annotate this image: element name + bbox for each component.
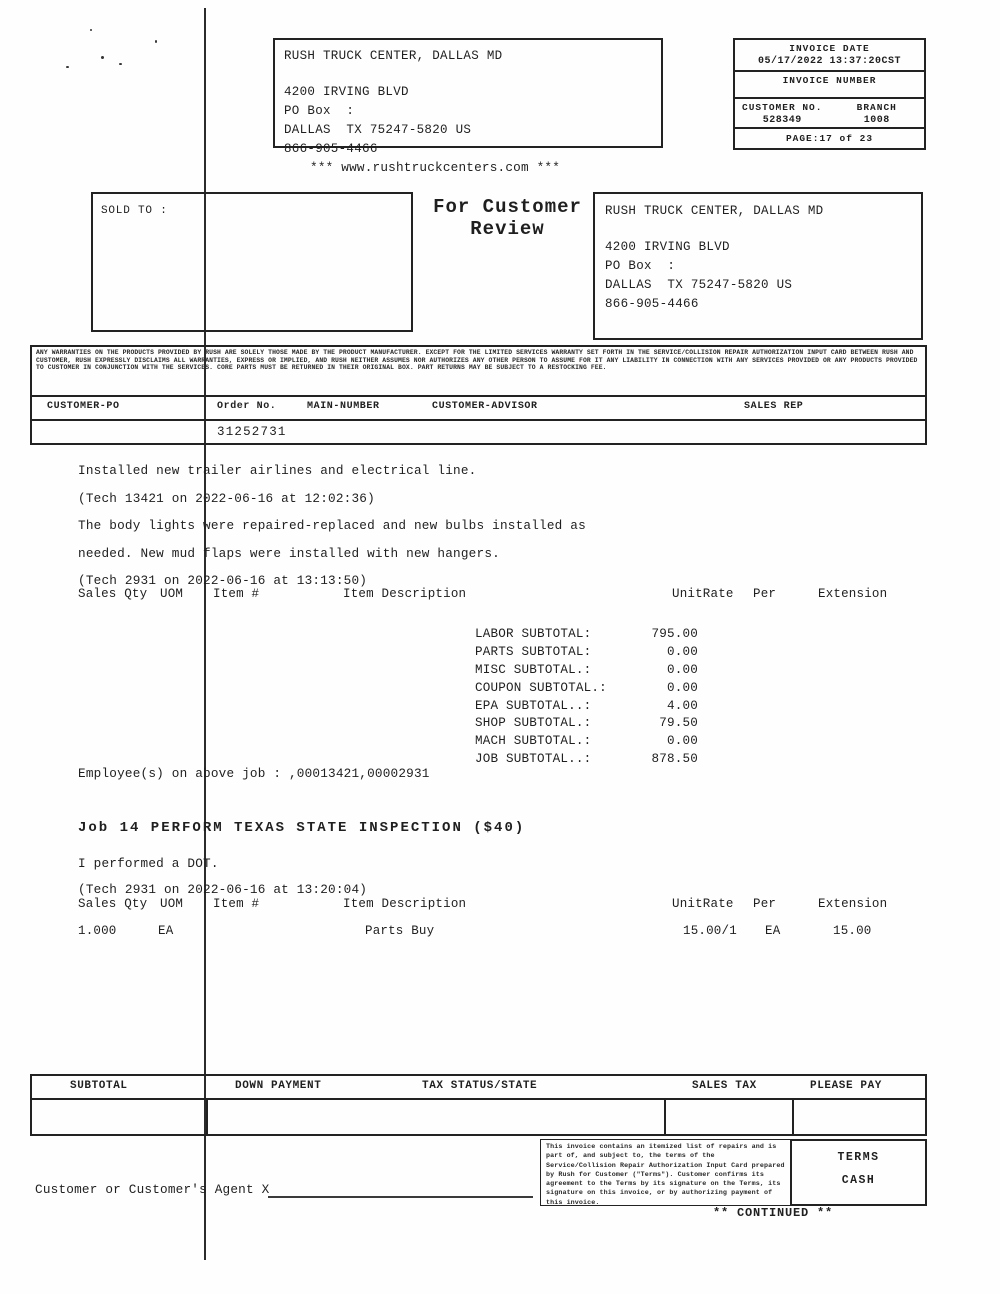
seller-name: RUSH TRUCK CENTER, DALLAS MD xyxy=(284,49,503,63)
job14-tech-line: (Tech 2931 on 2022-06-16 at 13:20:04) xyxy=(78,882,368,897)
customer-advisor-header: CUSTOMER-ADVISOR xyxy=(432,401,538,412)
scan-speck xyxy=(119,63,122,65)
subtotals-block xyxy=(475,627,698,770)
terms-disclaimer-text: This invoice contains an itemized list of repairs and is part of, and subject to, the terms of the Service/Collision Repair Authorization Input Card prepared by Rush for Customer ("Terms"). Customer confirms its agreement to the Terms by its signature on the Terms, its signature on this invoice, or by authorizing payment of this invoice. xyxy=(546,1143,785,1207)
narrative-line: Installed new trailer airlines and electrical line. xyxy=(78,463,477,478)
subtotal-value: 0.00 xyxy=(666,644,698,659)
terms-label: TERMS xyxy=(837,1151,880,1164)
narrative-tech-line: (Tech 2931 on 2022-06-16 at 13:13:50) xyxy=(78,573,368,588)
customer-phone: 866-905-4466 xyxy=(605,297,699,311)
subtotal-row xyxy=(475,716,698,734)
continued-note: ** CONTINUED ** xyxy=(713,1206,834,1220)
per-header: Per xyxy=(753,587,777,601)
order-no-header: Order No. xyxy=(217,401,277,412)
sales-tax-col-header: SALES TAX xyxy=(692,1080,757,1092)
summary-divider xyxy=(792,1100,794,1136)
unitrate-header: UnitRate xyxy=(672,897,734,911)
customer-address1: 4200 IRVING BLVD xyxy=(605,240,730,254)
sales-rep-header: SALES REP xyxy=(744,401,804,412)
line-items-header xyxy=(0,897,1000,913)
customer-address-box xyxy=(593,192,923,340)
subtotal-value: 795.00 xyxy=(651,627,698,641)
terms-disclaimer-box xyxy=(540,1139,792,1206)
subtotal-value: 0.00 xyxy=(666,734,698,749)
job14-note: I performed a DOT. xyxy=(78,856,219,871)
subtotal-value: 4.00 xyxy=(666,698,698,713)
tax-status-col-header: TAX STATUS/STATE xyxy=(422,1080,538,1092)
subtotal-value: 0.00 xyxy=(666,662,698,677)
website-line: *** www.rushtruckcenters.com *** xyxy=(310,160,561,175)
subtotal-label: COUPON SUBTOTAL.: xyxy=(475,680,607,695)
invoice-number-label: INVOICE NUMBER xyxy=(782,75,877,86)
narrative-line: needed. New mud flaps were installed with new hangers. xyxy=(78,546,500,561)
subtotal-row xyxy=(475,645,698,663)
seller-city-line: DALLAS TX 75247-5820 US xyxy=(284,123,472,137)
item-header: Item # xyxy=(213,897,260,911)
customer-no-label: CUSTOMER NO. xyxy=(742,102,823,113)
extension-header: Extension xyxy=(818,587,888,601)
subtotal-row xyxy=(475,663,698,681)
summary-table-header xyxy=(32,1076,925,1100)
narrative-line: The body lights were repaired-replaced and new bulbs installed as xyxy=(78,518,586,533)
order-table-row xyxy=(32,419,925,445)
sales-qty-header: Sales Qty xyxy=(78,587,148,601)
order-table-header xyxy=(32,395,925,419)
subtotal-col-header: SUBTOTAL xyxy=(70,1080,128,1092)
line-item-unitrate: 15.00/1 xyxy=(683,924,737,938)
customer-city-line: DALLAS TX 75247-5820 US xyxy=(605,278,793,292)
subtotal-row xyxy=(475,734,698,752)
scan-speck xyxy=(66,66,69,68)
sold-to-box xyxy=(91,192,413,332)
summary-divider xyxy=(664,1100,666,1136)
description-header: Item Description xyxy=(343,897,467,911)
summary-divider xyxy=(206,1100,208,1136)
sold-to-label: SOLD TO : xyxy=(101,205,168,217)
line-item-per: EA xyxy=(765,924,781,938)
subtotal-label: PARTS SUBTOTAL: xyxy=(475,644,592,659)
customer-no-value: 528349 xyxy=(762,115,802,126)
terms-box xyxy=(790,1139,927,1206)
subtotal-label: LABOR SUBTOTAL: xyxy=(475,627,592,641)
uom-header: UOM xyxy=(160,587,184,601)
line-item-row xyxy=(0,924,1000,940)
terms-value: CASH xyxy=(841,1174,876,1187)
warranty-disclaimer: ANY WARRANTIES ON THE PRODUCTS PROVIDED BY RUSH ARE SOLELY THOSE MADE BY THE PRODUCT MANUFACTURER. EXCEPT FOR THE LIMITED SERVICES WARRANTY SET FORTH IN THE SERVICE/COLLISION REPAIR AUTHORIZATION INPUT CARD BETWEEN RUSH AND CUSTOMER, RUSH EXPRESSLY DISCLAIMS ALL WARRANTIES, EXPRESS OR IMPLIED, AND RUSH NEITHER ASSUMES NOR AUTHORIZES ANY OTHER PERSON TO ASSUME FOR IT ANY LIABILITY IN CONNECTION WITH ANY SERVICES PROVIDED OR ANY PRODUCTS PROVIDED TO CUSTOMER IN CONJUNCTION WITH THE SERVICES. CORE PARTS MUST BE RETURNED IN THEIR ORIGINAL BOX. PART RETURNS MAY BE SUBJECT TO A RESTOCKING FEE. xyxy=(36,349,918,372)
uom-header: UOM xyxy=(160,897,184,911)
sales-qty-header: Sales Qty xyxy=(78,897,148,911)
subtotal-value: 79.50 xyxy=(659,716,698,731)
branch-label: BRANCH xyxy=(856,102,897,113)
please-pay-col-header: PLEASE PAY xyxy=(810,1080,883,1092)
per-header: Per xyxy=(753,897,777,911)
scan-speck xyxy=(90,29,92,31)
line-item-extension: 15.00 xyxy=(833,924,872,938)
description-header: Item Description xyxy=(343,587,467,601)
main-number-header: MAIN-NUMBER xyxy=(307,401,380,412)
subtotal-value: 878.50 xyxy=(651,752,698,767)
signature-line xyxy=(268,1196,533,1198)
page-section xyxy=(735,127,924,146)
invoice-date-label: INVOICE DATE xyxy=(789,43,870,54)
subtotal-label: MACH SUBTOTAL.: xyxy=(475,734,592,749)
seller-address-box xyxy=(273,38,663,156)
line-item-uom: EA xyxy=(158,924,174,938)
subtotal-label: JOB SUBTOTAL..: xyxy=(475,752,592,767)
customer-po-box: PO Box : xyxy=(605,259,676,273)
item-header: Item # xyxy=(213,587,260,601)
narrative-tech-line: (Tech 13421 on 2022-06-16 at 12:02:36) xyxy=(78,491,375,506)
summary-table-values xyxy=(32,1100,925,1136)
summary-table xyxy=(30,1074,927,1136)
scan-speck xyxy=(101,56,104,59)
review-stamp xyxy=(415,196,600,240)
customer-branch-section xyxy=(735,97,924,127)
job14-title: Job 14 PERFORM TEXAS STATE INSPECTION ($40) xyxy=(78,820,526,836)
seller-address1: 4200 IRVING BLVD xyxy=(284,85,409,99)
page-number: PAGE:17 of 23 xyxy=(785,133,874,144)
customer-po-header: CUSTOMER-PO xyxy=(47,401,120,412)
subtotal-row xyxy=(475,752,698,770)
line-items-header xyxy=(0,587,1000,603)
order-no-value: 31252731 xyxy=(217,425,287,439)
subtotal-label: SHOP SUBTOTAL.: xyxy=(475,716,592,731)
review-stamp-line2: Review xyxy=(470,218,545,240)
subtotal-row xyxy=(475,627,698,645)
signature-label: Customer or Customer's Agent X xyxy=(35,1182,270,1197)
scan-speck xyxy=(155,40,157,43)
line-item-description: Parts Buy xyxy=(365,924,435,938)
invoice-meta-box xyxy=(733,38,926,150)
invoice-number-value xyxy=(735,86,924,88)
line-item-qty: 1.000 xyxy=(78,924,117,938)
order-header-box xyxy=(30,345,927,445)
extension-header: Extension xyxy=(818,897,888,911)
invoice-number-section xyxy=(735,70,924,97)
subtotal-value: 0.00 xyxy=(666,680,698,695)
customer-name: RUSH TRUCK CENTER, DALLAS MD xyxy=(605,204,824,218)
invoice-date-value: 05/17/2022 13:37:20CST xyxy=(757,56,902,67)
branch-value: 1008 xyxy=(863,115,890,126)
unitrate-header: UnitRate xyxy=(672,587,734,601)
seller-po-box: PO Box : xyxy=(284,104,355,118)
employees-line: Employee(s) on above job : ,00013421,00002931 xyxy=(78,766,430,781)
subtotal-label: MISC SUBTOTAL.: xyxy=(475,662,592,677)
review-stamp-line1: For Customer xyxy=(433,196,582,218)
invoice-date-section xyxy=(735,40,924,70)
subtotal-row xyxy=(475,699,698,717)
seller-phone: 866-905-4466 xyxy=(284,142,378,156)
down-payment-col-header: DOWN PAYMENT xyxy=(235,1080,322,1092)
subtotal-row xyxy=(475,681,698,699)
subtotal-label: EPA SUBTOTAL..: xyxy=(475,698,592,713)
